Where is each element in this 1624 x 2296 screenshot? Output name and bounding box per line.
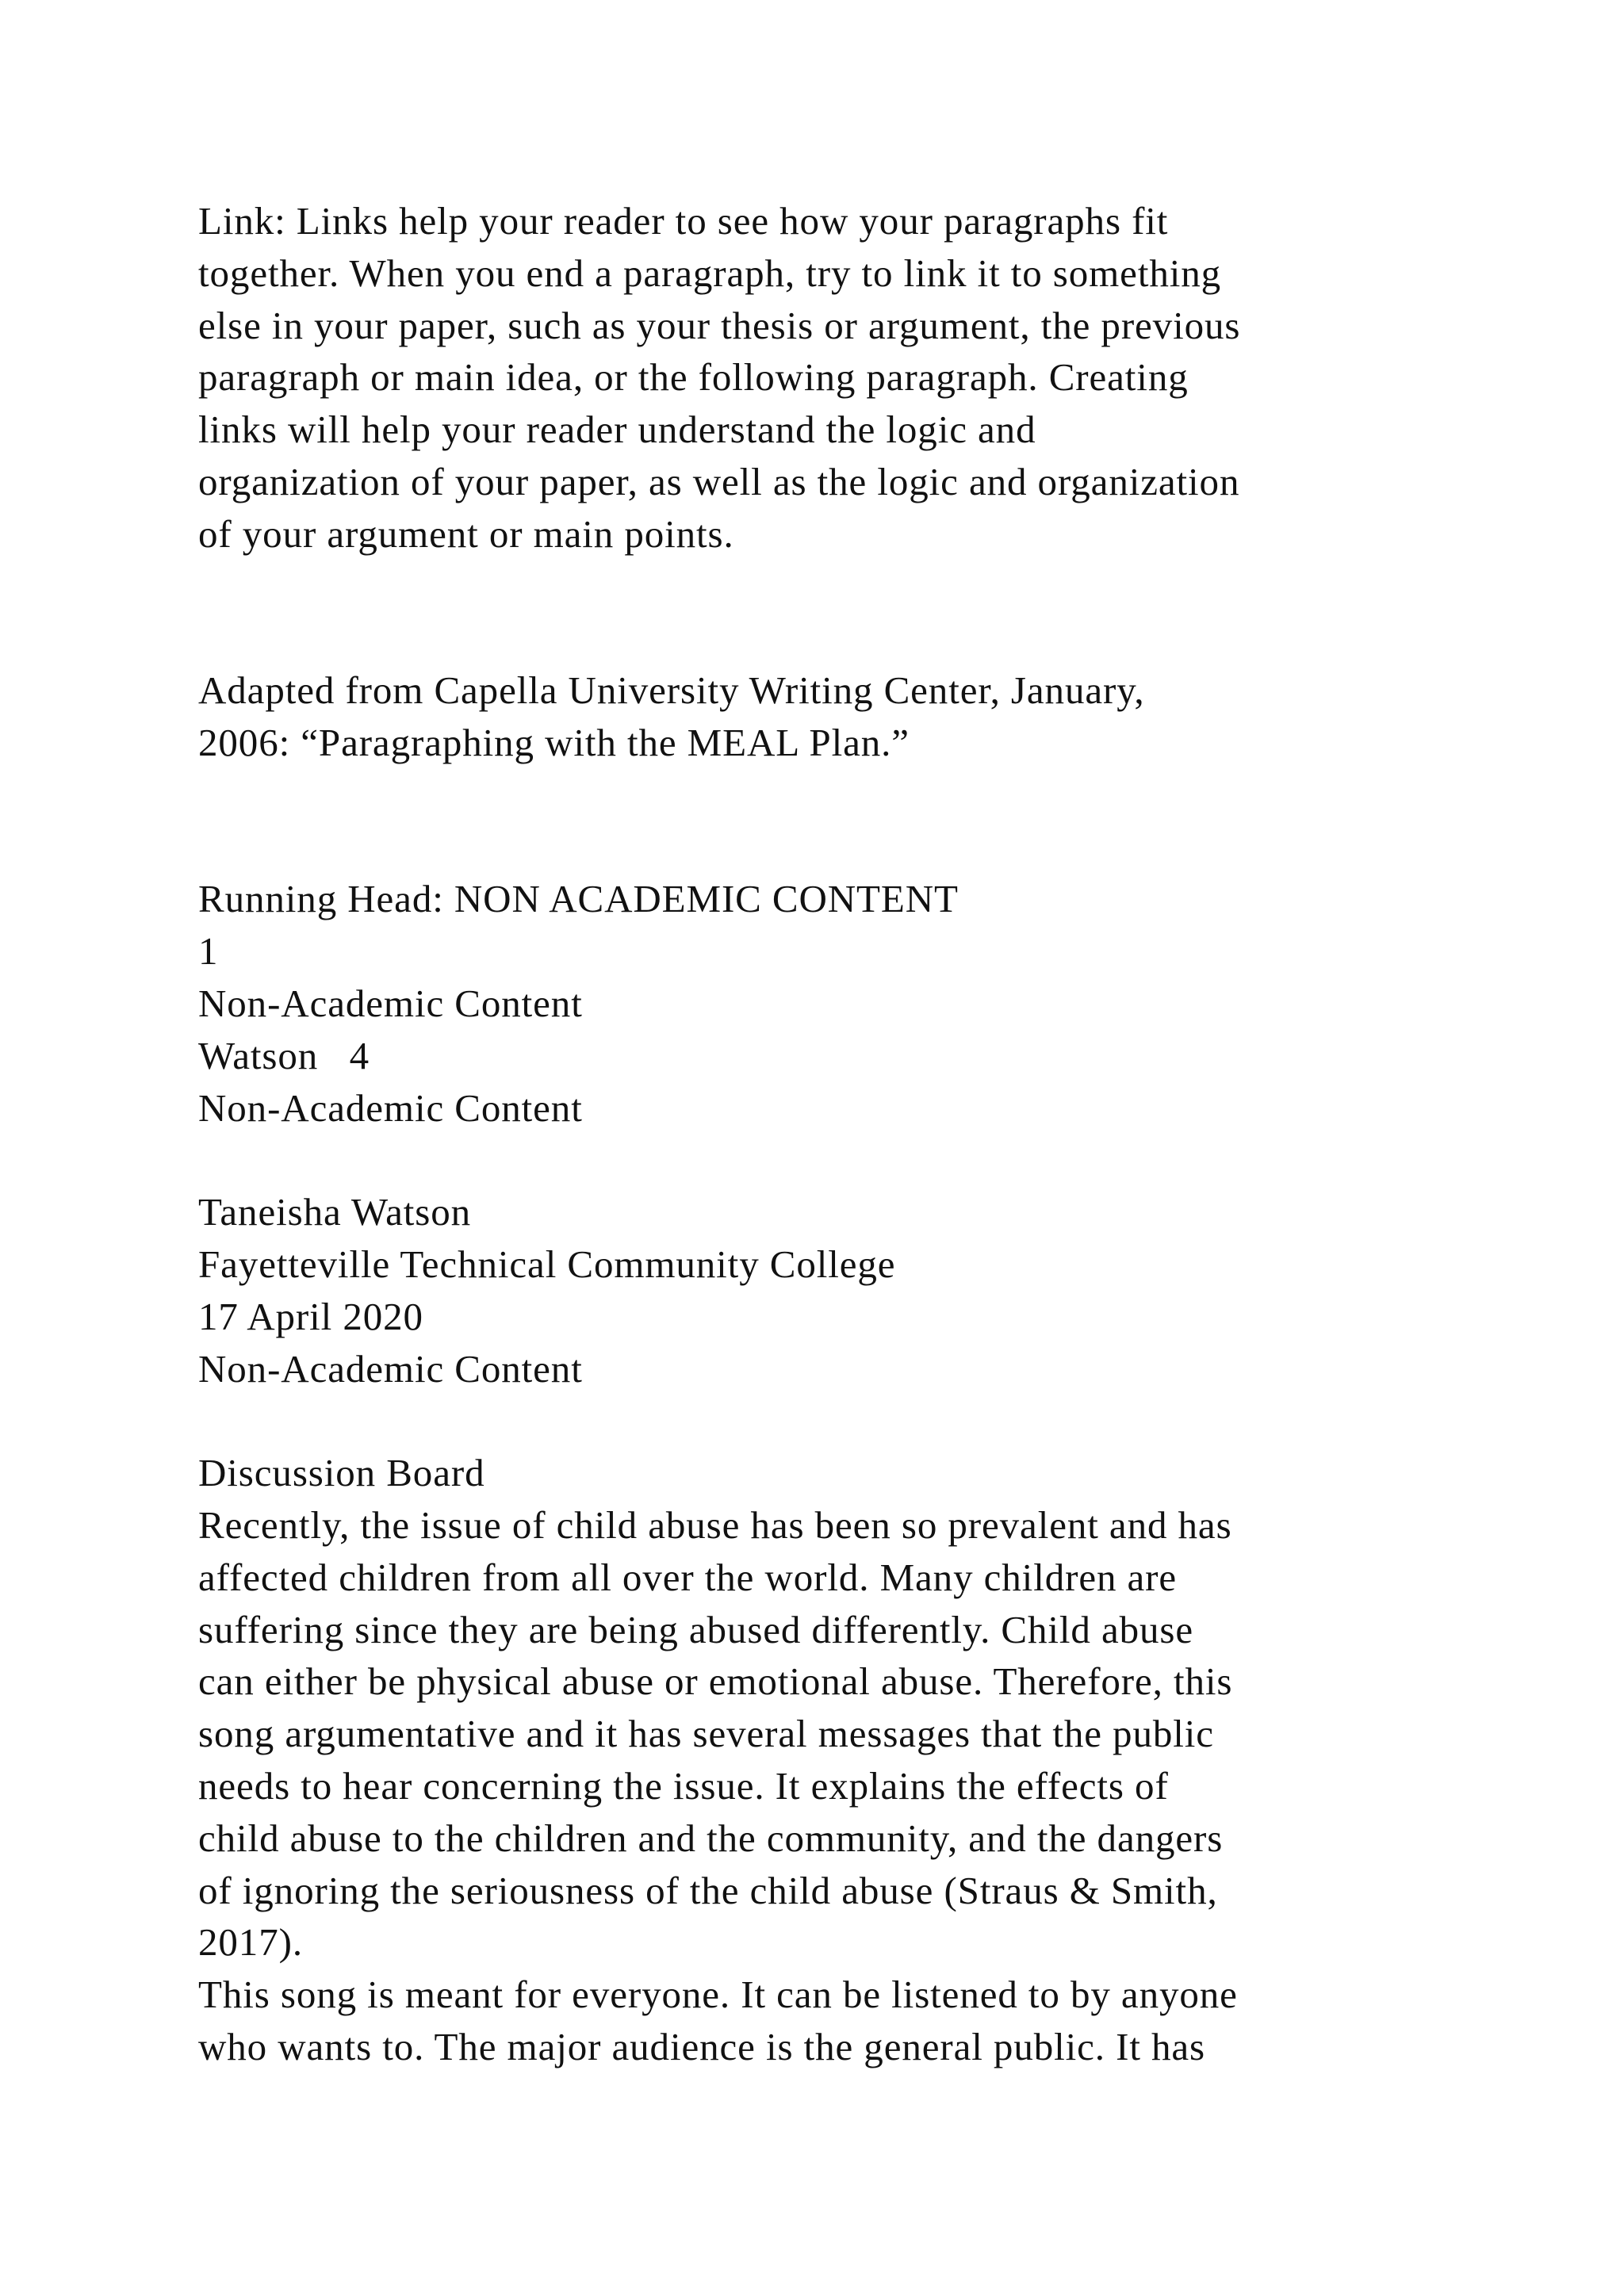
text-line: Link: Links help your reader to see how your paragraphs fit (198, 199, 1169, 243)
text-line: together. When you end a paragraph, try to link it to something (198, 251, 1222, 295)
text-line: suffering since they are being abused differently. Child abuse (198, 1607, 1194, 1651)
text-line: of your argument or main points. (198, 511, 734, 556)
text-line: links will help your reader understand the logic and (198, 408, 1036, 452)
text-line: can either be physical abuse or emotional abuse. Therefore, this (198, 1659, 1233, 1704)
text-line: affected children from all over the world. Many children are (198, 1555, 1178, 1599)
text-line: 2017). (198, 1920, 303, 1965)
title-block (198, 1186, 1491, 1395)
author-name: Taneisha Watson (198, 1190, 472, 1234)
blank-line (198, 769, 1491, 821)
running-head: Running Head: NON ACADEMIC CONTENT (198, 877, 959, 921)
running-head-block (198, 873, 1491, 1134)
link-paragraph (198, 195, 1491, 561)
text-line: Recently, the issue of child abuse has been so prevalent and has (198, 1502, 1232, 1547)
text-line: 2006: “Paragraphing with the MEAL Plan.” (198, 720, 910, 764)
blank-line (198, 821, 1491, 874)
page-number: 1 (198, 929, 219, 974)
blank-line (198, 1134, 1491, 1186)
section-heading: Discussion Board (198, 1451, 485, 1495)
paper-title: Non-Academic Content (198, 1346, 583, 1391)
blank-line (198, 561, 1491, 613)
body-block (198, 1447, 1491, 2073)
attribution (198, 664, 1491, 769)
text-line: Adapted from Capella University Writing Center, January, (198, 668, 1145, 713)
header-title: Non-Academic Content (198, 1085, 583, 1130)
document-text (198, 195, 1491, 2073)
text-line: This song is meant for everyone. It can be listened to by anyone (198, 1973, 1238, 2017)
text-line: needs to hear concerning the issue. It explains the effects of (198, 1763, 1169, 1808)
text-line: paragraph or main idea, or the following paragraph. Creating (198, 355, 1189, 400)
header-title: Non-Academic Content (198, 981, 583, 1025)
institution: Fayetteville Technical Community College (198, 1242, 896, 1286)
blank-line (198, 1395, 1491, 1447)
header-author-page: Watson 4 (198, 1033, 370, 1077)
blank-line (198, 612, 1491, 664)
text-line: else in your paper, such as your thesis or argument, the previous (198, 303, 1241, 347)
date: 17 April 2020 (198, 1294, 423, 1338)
text-line: organization of your paper, as well as the logic and organization (198, 459, 1240, 503)
text-line: who wants to. The major audience is the general public. It has (198, 2024, 1206, 2068)
text-line: of ignoring the seriousness of the child abuse (Straus & Smith, (198, 1868, 1218, 1912)
text-line: song argumentative and it has several messages that the public (198, 1712, 1214, 1756)
text-line: child abuse to the children and the community, and the dangers (198, 1816, 1224, 1860)
